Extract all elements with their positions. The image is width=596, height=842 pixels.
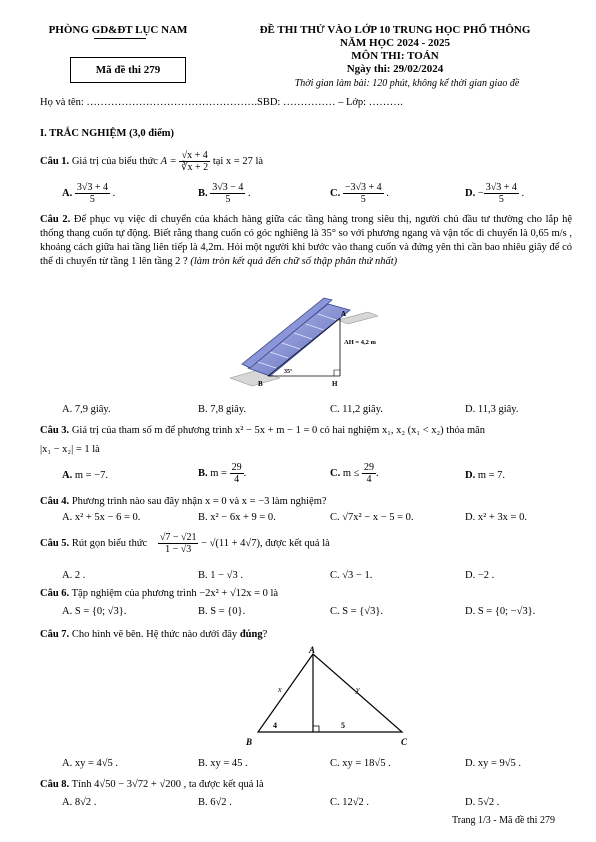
side-y-label: y — [356, 685, 360, 694]
question-label: Câu 3. — [40, 425, 70, 436]
option-lhs: m = — [210, 467, 227, 479]
header-underline — [94, 38, 146, 39]
student-info-line: Họ và tên: ………………………………………….SBD: …………… – Lớp: ………. — [40, 97, 403, 108]
q5-option-b[interactable]: B. 1 − √3 . — [198, 570, 243, 581]
expr-fraction — [179, 150, 210, 173]
option-denominator: 5 — [360, 194, 366, 205]
option-denominator: 5 — [225, 194, 231, 205]
option-denominator: 5 — [498, 194, 504, 205]
q3-option-c[interactable] — [330, 462, 379, 485]
expr-numerator: √x + 4 — [179, 150, 210, 162]
option-letter: A. — [62, 470, 73, 481]
q8-option-b[interactable]: B. 6√2 . — [198, 797, 232, 808]
q7-option-a[interactable]: A. xy = 4√5 . — [62, 758, 119, 769]
question-8 — [40, 778, 264, 792]
q2-option-c[interactable]: C. 11,2 giây. — [330, 404, 383, 415]
height-label: AH = 4,2 m — [344, 339, 376, 346]
question-label: Câu 8. — [40, 779, 70, 790]
escalator-body — [248, 304, 350, 376]
option-numerator: 29 — [231, 462, 242, 473]
option-letter: B. — [198, 187, 208, 199]
q1-option-d[interactable]: D. − $\frac{3√3 + 4}{5}$ . — [465, 182, 525, 205]
question-4 — [40, 495, 327, 509]
q2-option-b[interactable]: B. 7,8 giây. — [198, 404, 247, 415]
q1-option-a[interactable]: A. $\frac{3√3 + 4}{5}$ . — [62, 182, 116, 205]
question-label: Câu 2. — [40, 214, 71, 225]
question-7 — [40, 628, 267, 642]
option-denominator: 5 — [89, 194, 95, 205]
q8-option-a[interactable]: A. 8√2 . — [62, 797, 97, 808]
section-title: I. TRẮC NGHIỆM (3,0 điểm) — [40, 128, 174, 139]
question-label: Câu 5. — [40, 537, 70, 549]
segment-hc-label: 5 — [341, 721, 345, 730]
question-6 — [40, 587, 278, 601]
question-text: Giá trị của biểu thức — [71, 155, 158, 167]
question-text: Cho hình vẽ bên. Hệ thức nào dưới đây — [71, 629, 238, 640]
option-numerator: 3√3 + 4 — [485, 182, 517, 193]
q3-option-d[interactable] — [465, 470, 505, 481]
label-b: B — [258, 380, 263, 388]
vertex-b: B — [246, 737, 253, 747]
q3-option-a[interactable] — [62, 470, 108, 481]
right-angle-mark — [313, 726, 319, 732]
vertex-a: A — [309, 645, 316, 655]
label-a: A — [341, 310, 347, 318]
option-lhs: m ≤ — [342, 467, 360, 479]
option-numerator: −3√3 + 4 — [344, 182, 382, 193]
q4-option-c[interactable]: C. √7x² − x − 5 = 0. — [330, 512, 414, 523]
right-angle-mark — [334, 370, 340, 376]
option-prefix: − — [477, 187, 484, 199]
question-label: Câu 7. — [40, 629, 70, 640]
q4-option-d[interactable]: D. x² + 3x = 0. — [465, 512, 527, 523]
angle-label: 35° — [284, 369, 293, 375]
q8-option-d[interactable]: D. 5√2 . — [465, 797, 500, 808]
q7-option-d[interactable]: D. xy = 9√5 . — [465, 758, 522, 769]
q4-option-b[interactable]: B. x² − 6x + 9 = 0. — [198, 512, 276, 523]
question-text: Phương trình nào sau đây nhận x = 0 và x = −3 làm nghiệm? — [71, 496, 327, 507]
segment-bh-label: 4 — [273, 721, 277, 730]
question-text: Tập nghiệm của phương trình −2x² + √12x = 0 là — [71, 588, 279, 599]
question-text: Rút gọn biểu thức — [71, 537, 148, 549]
question-1 — [40, 150, 263, 173]
question-2 — [40, 213, 572, 269]
label-h: H — [332, 380, 338, 388]
question-label: Câu 4. — [40, 496, 70, 507]
question-tail: tại x = 27 là — [212, 155, 264, 167]
question-3-cont: |x₁ − x₂| = 1 là — [40, 444, 100, 455]
q1-option-c[interactable]: C. $\frac{-3√3 + 4}{5}$ . — [330, 182, 389, 205]
option-letter: A. — [62, 187, 73, 199]
question-end: ? — [262, 629, 268, 640]
question-3 — [40, 424, 572, 438]
question-5 — [40, 532, 330, 555]
expr-tail: − √(11 + 4√7) — [201, 537, 260, 549]
q5-option-a[interactable]: A. 2 . — [62, 570, 86, 581]
option-denominator: 4 — [366, 474, 372, 485]
q6-option-a[interactable]: A. S = {0; √3}. — [62, 606, 127, 617]
q6-option-b[interactable]: B. S = {0}. — [198, 606, 246, 617]
expr-numerator: √7 − √21 — [159, 532, 197, 543]
option-text: m = 7. — [477, 470, 506, 481]
q5-option-c[interactable]: C. √3 − 1. — [330, 570, 373, 581]
q6-option-c[interactable]: C. S = {√3}. — [330, 606, 383, 617]
expr-denominator: 1 − √3 — [165, 544, 192, 555]
time-note: Thời gian làm bài: 120 phút, không kể thời gian giao đề — [294, 78, 520, 89]
option-letter: D. — [465, 187, 476, 199]
q2-option-a[interactable]: A. 7,9 giây. — [62, 404, 111, 415]
q8-option-c[interactable]: C. 12√2 . — [330, 797, 370, 808]
q7-option-b[interactable]: B. xy = 45 . — [198, 758, 248, 769]
q2-option-d[interactable]: D. 11,3 giây. — [465, 404, 519, 415]
exam-code-box: Mã đề thi 279 — [70, 57, 186, 83]
option-numerator: 3√3 + 4 — [76, 182, 108, 193]
question-text: Giá trị của tham số m để phương trình x² − 5x + m − 1 = 0 có hai nghiệm x₁, x₂ (x₁ < x₂) thỏa mãn — [71, 425, 486, 436]
option-numerator: 29 — [364, 462, 375, 473]
question-label: Câu 6. — [40, 588, 70, 599]
option-letter: C. — [330, 187, 341, 199]
question-emphasis: đúng — [239, 629, 263, 640]
expr-fraction — [158, 532, 199, 555]
expr-denominator: ∛x + 2 — [181, 162, 209, 173]
exam-title: ĐỀ THI THỬ VÀO LỚP 10 TRUNG HỌC PHỔ THÔNG — [259, 24, 531, 36]
question-text: Tính 4√50 − 3√72 + √200 , ta được kết quả là — [71, 779, 264, 790]
q6-option-d[interactable]: D. S = {0; −√3}. — [465, 606, 536, 617]
question-text: Để phục vụ việc di chuyển của khách hàng giữa các tầng hàng trong siêu thị, người chủ đầu tư thường cho lắp hệ thống thang cuốn tự động. Biết rằng thang cuốn có góc nghiêng là 35° so với phương ngang và vận tốc di chuyển là 0,65 m/s , khoảng cách giữa hai tầng liên tiếp là 4,2m. Hỏi một người khi bước vào thang cuốn và đứng yên thì cần bao nhiêu giây để có thể di chuyển từ tầng 1 lên tầng 2 ? — [40, 214, 573, 267]
exam-date: Ngày thi: 29/02/2024 — [346, 63, 444, 75]
vertex-c: C — [401, 737, 408, 747]
option-letter: C. — [330, 467, 341, 479]
option-tail: . — [243, 467, 247, 479]
exam-title-block — [225, 24, 565, 76]
q4-option-a[interactable]: A. x² + 5x − 6 = 0. — [62, 512, 141, 523]
q1-option-b[interactable]: B. $\frac{3√3 - 4}{5}$ . — [198, 182, 251, 205]
q5-option-d[interactable]: D. −2 . — [465, 570, 495, 581]
page-footer: Trang 1/3 - Mã đề thi 279 — [452, 815, 555, 826]
option-text: m = −7. — [74, 470, 108, 481]
expr-lhs: A = — [160, 155, 177, 167]
option-letter: D. — [465, 470, 476, 481]
triangle-figure — [240, 644, 420, 750]
option-denominator: 4 — [234, 474, 240, 485]
question-note: (làm tròn kết quả đến chữ số thập phân thứ nhất) — [190, 256, 398, 267]
subject: MÔN THI: TOÁN — [351, 50, 439, 62]
option-letter: B. — [198, 467, 208, 479]
question-label: Câu 1. — [40, 155, 70, 167]
q3-option-b[interactable] — [198, 462, 246, 485]
question-tail: , được kết quả là — [259, 537, 330, 549]
option-tail: . — [376, 467, 379, 479]
school-year: NĂM HỌC 2024 - 2025 — [340, 37, 450, 49]
q7-option-c[interactable]: C. xy = 18√5 . — [330, 758, 391, 769]
option-numerator: 3√3 − 4 — [212, 182, 244, 193]
escalator-figure — [228, 290, 398, 390]
department-name: PHÒNG GD&ĐT LỤC NAM — [48, 24, 188, 36]
side-x-label: x — [278, 685, 282, 694]
